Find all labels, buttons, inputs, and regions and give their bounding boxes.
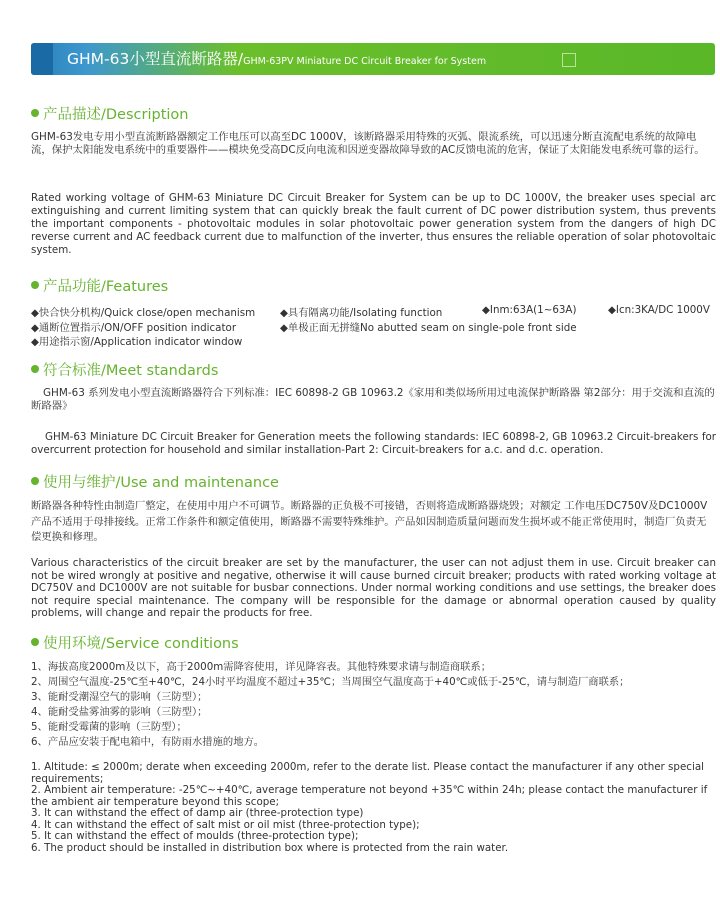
section-heading-service: 使用环境/Service conditions	[31, 632, 239, 653]
list-item: 1、海拔高度2000m及以下，高于2000m需降容使用，详见降容表。其他特殊要求请与制造商联系；	[31, 661, 492, 673]
banner-square-decoration	[562, 53, 576, 67]
list-item: 4、能耐受盐雾油雾的影响（三防型）；	[31, 706, 208, 718]
bullet-dot-icon	[31, 365, 39, 373]
service-en-list	[31, 762, 719, 854]
list-item: 5、能耐受霉菌的影响（三防型）；	[31, 721, 187, 733]
banner-title-cn: GHM-63小型直流断路器/	[67, 50, 244, 68]
list-item: 6、产品应安装于配电箱中，有防雨水措施的地方。	[31, 736, 265, 748]
list-item: 3. It can withstand the effect of damp air (three-protection type)	[31, 807, 364, 819]
list-item: 2、周围空气温度-25℃至+40℃，24小时平均温度不超过+35℃；当周围空气温度高于+40℃或低于-25℃，请与制造厂商联系；	[31, 676, 630, 688]
feature-item: ◆Icn:3KA/DC 1000V	[608, 304, 710, 316]
description-en-paragraph: Rated working voltage of GHM-63 Miniature DC Circuit Breaker for System can be up to DC 1000V, the breaker uses special arc extinguishing and current limiting system that can quickly break the fault current of DC power distribution system, thus prevents the important components - photovoltaic modules in solar photovoltaic power generation system from the dangers of high DC reverse current and AC feedback current due to malfunction of the inverter, thus ensures the reliable operation of solar photovoltaic system.	[31, 192, 716, 256]
feature-item: ◆单极正面无拼缝No abutted seam on single-pole front side	[280, 322, 577, 334]
description-cn-paragraph: GHM-63发电专用小型直流断路器额定工作电压可以高至DC 1000V，该断路器采用特殊的灭弧、限流系统，可以迅速分断直流配电系统的故障电流，保护太阳能发电系统中的重要器件——模块免受高DC反向电流和因逆变器故障导致的AC反馈电流的危害，保证了太阳能发电系统可靠的运行。	[31, 131, 705, 156]
section-heading-description: 产品描述/Description	[31, 103, 188, 124]
bullet-dot-icon	[31, 109, 39, 117]
list-item: 1. Altitude: ≤ 2000m; derate when exceeding 2000m, refer to the derate list. Please contact the manufacturer if any other special requirements;	[31, 761, 704, 785]
bullet-dot-icon	[31, 477, 39, 485]
feature-item: ◆通断位置指示/ON/OFF position indicator	[31, 322, 237, 334]
maintenance-cn-paragraph: 断路器各种特性由制造厂整定，在使用中用户不可调节。断路器的正负极不可接错，否则将造成断路器烧毁；对额定 工作电压DC750V及DC1000V产品不适用于母排接线。正常工作条件和额定值使用，断路器不需要特殊维护。产品如因制造质量问题而发生损坏或不能正常使用时，制造厂负责无偿更换和修理。	[31, 500, 708, 543]
section-heading-features: 产品功能/Features	[31, 275, 168, 296]
section-heading-maintenance: 使用与维护/Use and maintenance	[31, 471, 279, 492]
feature-item: ◆Inm:63A(1~63A)	[482, 304, 577, 316]
banner-accent-block	[31, 43, 53, 75]
banner-title	[67, 43, 486, 75]
title-banner	[31, 43, 715, 75]
feature-item: ◆快合快分机构/Quick close/open mechanism	[31, 307, 256, 319]
feature-item: ◆用途指示窗/Application indicator window	[31, 336, 243, 348]
list-item: 3、能耐受潮湿空气的影响（三防型）；	[31, 691, 208, 703]
banner-title-en: GHM-63PV Miniature DC Circuit Breaker for System	[243, 56, 487, 67]
list-item: 2. Ambient air temperature: -25℃~+40℃, average temperature not beyond +35℃ within 24h; please contact the manufacturer if the ambient air temperature beyond this scope;	[31, 784, 708, 808]
standards-cn-paragraph: GHM-63 系列发电小型直流断路器符合下列标准：IEC 60898-2 GB 10963.2《家用和类似场所用过电流保护断路器 第2部分：用于交流和直流的断路器》	[31, 387, 715, 412]
bullet-dot-icon	[31, 638, 39, 646]
section-heading-standards: 符合标准/Meet standards	[31, 359, 218, 380]
list-item: 6. The product should be installed in distribution box where is protected from the rain water.	[31, 841, 509, 854]
list-item: 5. It can withstand the effect of moulds (three-protection type);	[31, 830, 359, 842]
service-cn-list	[31, 660, 719, 750]
maintenance-en-paragraph: Various characteristics of the circuit breaker are set by the manufacturer, the user can not adjust them in use. Circuit breaker can not be wired wrongly at positive and negative, otherwise it will cause burned circuit breaker; products with rated working voltage at DC750V and DC1000V are not suitable for busbar connections. Under normal working conditions and use settings, the breaker does not require special maintenance. The company will be responsible for the damage or abnormal operation caused by quality problems, will change and repair the products for free.	[31, 557, 716, 619]
bullet-dot-icon	[31, 281, 39, 289]
standards-en-paragraph: GHM-63 Miniature DC Circuit Breaker for Generation meets the following standards: IEC 60898-2, GB 10963.2 Circuit-breakers for overcurrent protection for household and similar installation-Part 2: Circuit-breakers for a.c. and d.c. operation.	[31, 431, 716, 456]
feature-item: ◆具有隔离功能/Isolating function	[280, 307, 443, 319]
list-item: 4. It can withstand the effect of salt mist or oil mist (three-protection type);	[31, 818, 420, 831]
